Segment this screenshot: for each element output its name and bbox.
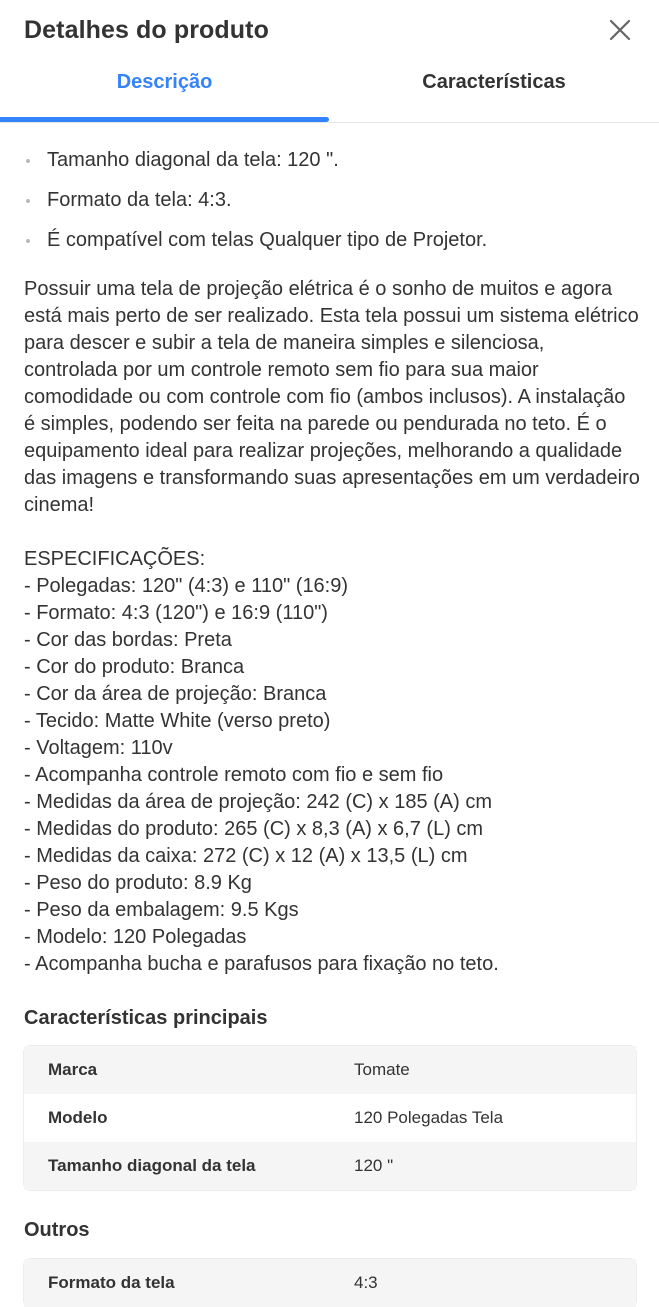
spec-value: Tomate bbox=[354, 1060, 410, 1079]
close-button[interactable] bbox=[604, 14, 636, 46]
spec-value: 4:3 bbox=[354, 1273, 378, 1292]
list-item-text: Formato da tela: 4:3. bbox=[47, 189, 232, 211]
spec-key: Modelo bbox=[48, 1108, 108, 1127]
others-title: Outros bbox=[24, 1219, 90, 1241]
bullet-icon bbox=[26, 159, 30, 163]
spec-value: 120 Polegadas Tela bbox=[354, 1108, 504, 1127]
others-table bbox=[24, 1259, 636, 1307]
active-tab-indicator bbox=[0, 117, 329, 122]
page-title: Detalhes do produto bbox=[24, 16, 269, 44]
spec-value: 120 " bbox=[354, 1156, 394, 1175]
table-row bbox=[24, 1046, 636, 1094]
spec-key: Marca bbox=[48, 1060, 98, 1079]
main-features-title: Características principais bbox=[24, 1007, 268, 1029]
list-item bbox=[24, 140, 634, 180]
list-item-text: É compatível com telas Qualquer tipo de Projetor. bbox=[47, 229, 488, 251]
tab-characteristics[interactable]: Características bbox=[422, 71, 566, 93]
highlights-list bbox=[24, 140, 634, 260]
list-item-text: Tamanho diagonal da tela: 120 ". bbox=[47, 149, 339, 171]
description-text: Possuir uma tela de projeção elétrica é o sonho de muitos e agora está mais perto de ser realizado. Esta tela possui um sistema elétrico para descer e subir a tela de maneira simples e silenciosa, controlada por um controle remoto sem fio para sua maior comodidade ou com controle com fio (ambos inclusos). A instalação é simples, podendo ser feita na parede ou pendurada no teto. É o equipamento ideal para realizar projeções, melhorando a qualidade das imagens e transformando suas apresentações em um verdadeiro cinema! ESPECIFICAÇÕES: - Polegadas: 120" (4:3) e 110" (16:9) - Formato: 4:3 (120") e 16:9 (110") - Cor das bordas: Preta - Cor do produto: Branca - Cor da área de projeção: Branca - Tecido: Matte White (verso preto) - Voltagem: 110v - Acompanha controle remoto com fio e sem fio - Medidas da área de projeção: 242 (C) x 185 (A) cm - Medidas do produto: 265 (C) x 8,3 (A) x 6,7 (L) cm - Medidas da caixa: 272 (C) x 12 (A) x 13,5 (L) cm - Peso do produto: 8.9 Kg - Peso da embalagem: 9.5 Kgs - Modelo: 120 Polegadas - Acompanha bucha e parafusos para fixação no teto. bbox=[24, 278, 640, 975]
close-icon bbox=[604, 14, 636, 46]
list-item bbox=[24, 220, 634, 260]
table-row bbox=[24, 1259, 636, 1307]
table-row bbox=[24, 1094, 636, 1142]
spec-key: Tamanho diagonal da tela bbox=[48, 1156, 256, 1175]
bullet-icon bbox=[26, 239, 30, 243]
table-row bbox=[24, 1142, 636, 1190]
spec-key: Formato da tela bbox=[48, 1273, 175, 1292]
tab-description[interactable]: Descrição bbox=[116, 71, 213, 93]
bullet-icon bbox=[26, 199, 30, 203]
list-item bbox=[24, 180, 634, 220]
tab-bar bbox=[0, 62, 659, 123]
main-features-table bbox=[24, 1046, 636, 1190]
header bbox=[0, 0, 659, 62]
